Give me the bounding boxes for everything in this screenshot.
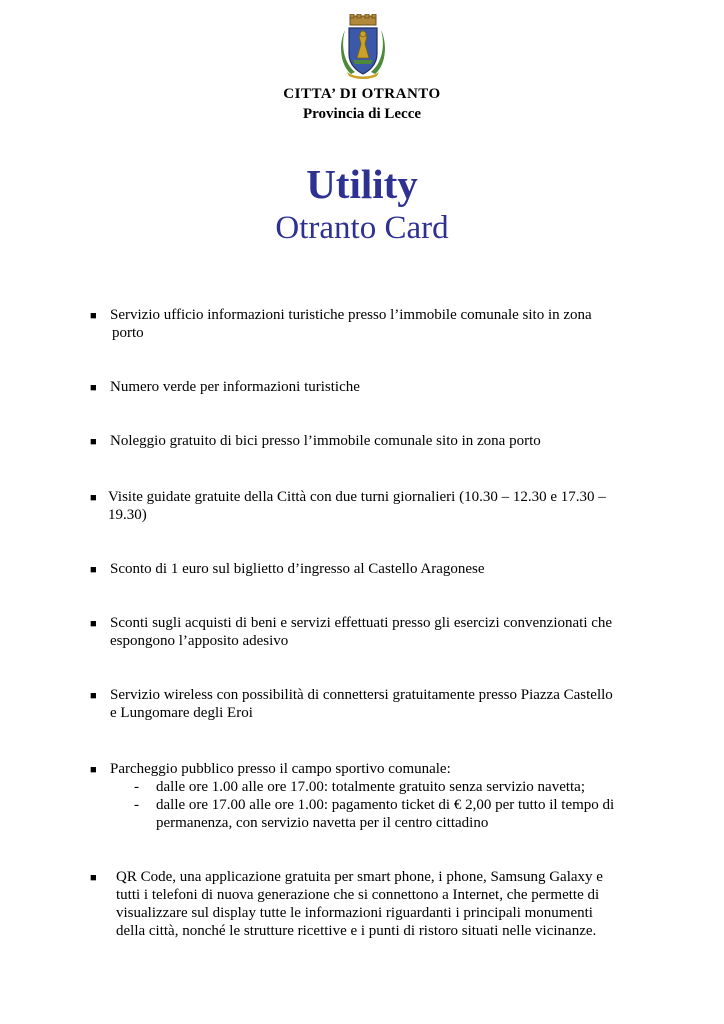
list-item — [90, 488, 690, 528]
list-item — [90, 614, 690, 654]
list-item-text: Servizio ufficio informazioni turistiche presso l’immobile comunale sito in zona — [110, 307, 592, 323]
bullet-icon: ■ — [90, 492, 97, 504]
bullet-icon: ■ — [90, 872, 97, 884]
bullet-icon: ■ — [90, 564, 97, 576]
city-name: CITTA’ DI OTRANTO — [283, 86, 441, 102]
city-coat-of-arms-icon — [341, 14, 385, 80]
list-item-text: Sconti sugli acquisti di beni e servizi effettuati presso gli esercizi convenzionati che — [110, 615, 613, 631]
province-name: Provincia di Lecce — [302, 106, 422, 122]
bullet-icon: ■ — [90, 690, 97, 702]
list-item-text: Visite guidate gratuite della Città con due turni giornalieri (10.30 – 12.30 e 17.30 – — [108, 489, 606, 505]
list-item-text: 19.30) — [108, 507, 147, 523]
list-item-text: QR Code, una applicazione gratuita per smart phone, i phone, Samsung Galaxy e — [116, 869, 603, 885]
list-item — [90, 760, 690, 836]
bullet-icon: ■ — [90, 618, 97, 630]
list-item — [90, 560, 690, 580]
list-item-text: e Lungomare degli Eroi — [110, 705, 253, 721]
list-item-text: porto — [112, 325, 144, 341]
sub-item-dash: - — [134, 779, 139, 795]
bullet-icon: ■ — [90, 382, 97, 394]
document-subtitle: Otranto Card — [275, 210, 449, 246]
bullet-icon: ■ — [90, 310, 97, 322]
list-item — [90, 686, 690, 726]
list-item-text: visualizzare sul display tutte le informazioni riguardanti i principali monumenti — [116, 905, 593, 921]
list-item — [90, 432, 690, 452]
sub-item-dash: - — [134, 797, 139, 813]
list-item-text: della città, nonché le strutture ricettive e i punti di ristoro situati nelle vicinanze. — [116, 923, 597, 939]
list-item-text: Sconto di 1 euro sul biglietto d’ingresso al Castello Aragonese — [110, 561, 485, 577]
list-item-text: tutti i telefoni di nuova generazione che si connettono a Internet, che permette di — [116, 887, 600, 903]
bullet-icon: ■ — [90, 764, 97, 776]
list-item-text: Servizio wireless con possibilità di connettersi gratuitamente presso Piazza Castello — [110, 687, 613, 703]
bullet-icon: ■ — [90, 436, 97, 448]
list-item — [90, 306, 690, 346]
document-title: Utility — [306, 161, 418, 207]
sub-item-text: dalle ore 17.00 alle ore 1.00: pagamento ticket di € 2,00 per tutto il tempo di — [156, 797, 615, 813]
list-item-text: Numero verde per informazioni turistiche — [110, 379, 360, 395]
list-item-text: espongono l’apposito adesivo — [110, 633, 289, 649]
list-item — [90, 378, 690, 398]
sub-item-text: permanenza, con servizio navetta per il centro cittadino — [156, 815, 489, 831]
list-item-text: Parcheggio pubblico presso il campo sportivo comunale: — [110, 761, 451, 777]
list-item-text: Noleggio gratuito di bici presso l’immobile comunale sito in zona porto — [110, 433, 541, 449]
sub-item-text: dalle ore 1.00 alle ore 17.00: totalmente gratuito senza servizio navetta; — [156, 779, 586, 795]
list-item — [90, 868, 690, 944]
